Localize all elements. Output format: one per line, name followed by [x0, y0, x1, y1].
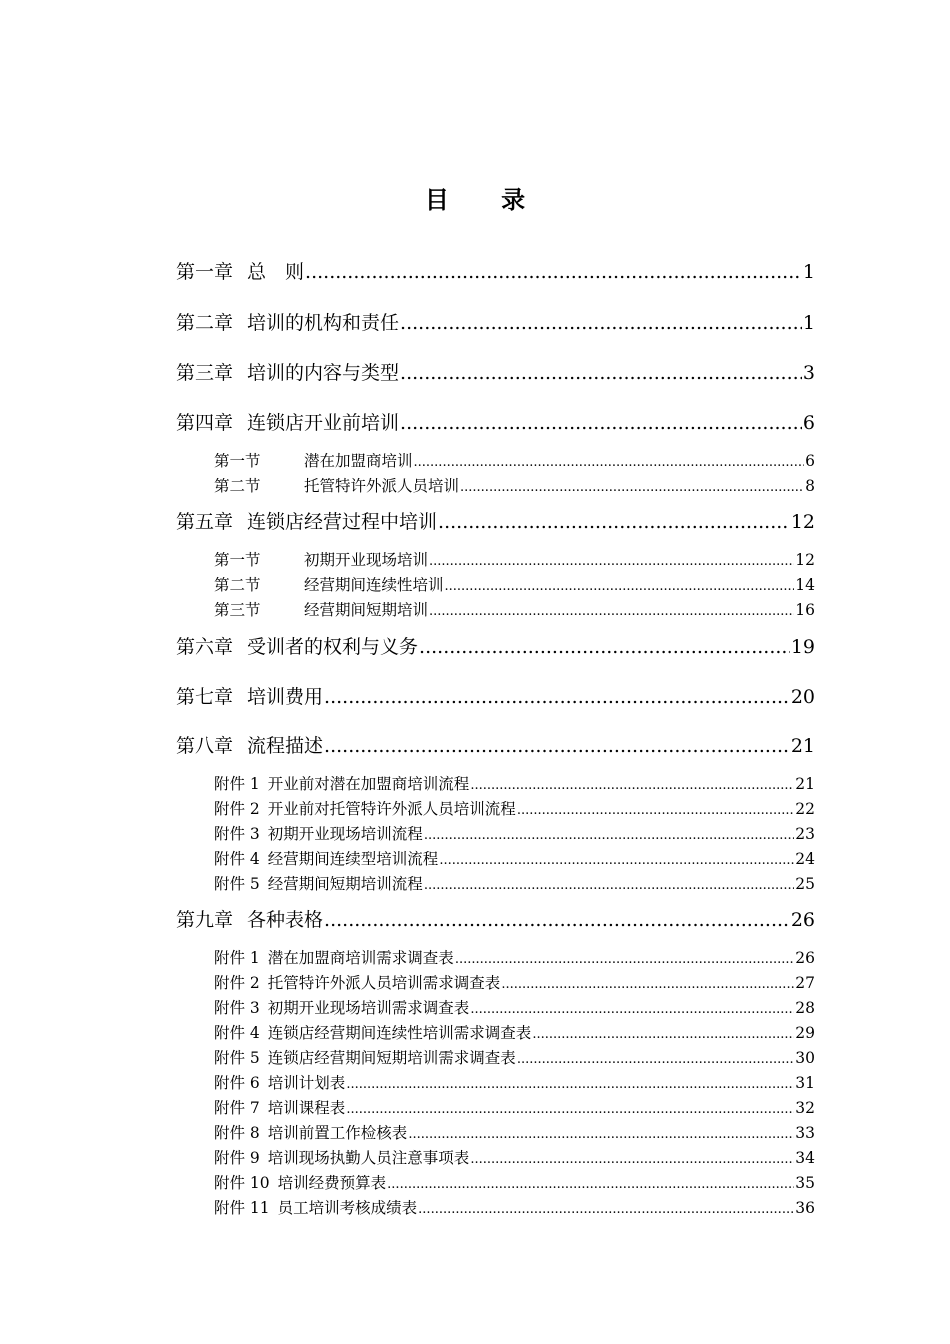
toc-entry-number: 第八章 — [176, 735, 234, 757]
toc-entry-label — [214, 1072, 345, 1094]
toc-dot-leader — [418, 1199, 794, 1221]
toc-entry-title: 初期开业现场培训 — [304, 551, 429, 569]
toc-entry-label — [176, 906, 323, 934]
toc-entry-number: 附件 1 — [214, 949, 260, 967]
toc-dot-leader — [414, 452, 805, 474]
toc-page-number: 25 — [795, 875, 815, 893]
toc-entry-number: 第七章 — [176, 686, 234, 708]
toc-entry-title: 托管特许外派人员培训 — [304, 477, 460, 495]
toc-entry-number: 第六章 — [176, 636, 234, 658]
toc-attachment-entry[interactable] — [214, 848, 815, 872]
toc-attachment-entry[interactable] — [214, 1172, 815, 1196]
toc-dot-leader — [324, 906, 790, 934]
toc-entry-title: 初期开业现场培训流程 — [267, 825, 423, 843]
toc-entry-title: 潜在加盟商培训需求调查表 — [267, 949, 454, 967]
toc-entry-number: 第四章 — [176, 412, 234, 434]
toc-entry-number: 附件 7 — [214, 1099, 260, 1117]
toc-dot-leader — [324, 683, 790, 711]
toc-entry-number: 附件 5 — [214, 1049, 260, 1067]
toc-entry-title: 培训经费预算表 — [277, 1174, 387, 1192]
toc-page-number: 31 — [795, 1074, 815, 1092]
toc-page-number: 26 — [795, 949, 815, 967]
toc-dot-leader — [429, 601, 794, 623]
toc-entry-label — [176, 508, 437, 536]
toc-page-number: 27 — [795, 974, 815, 992]
toc-page-number: 29 — [795, 1024, 815, 1042]
toc-entry-label — [214, 1047, 516, 1069]
toc-page-number: 1 — [802, 312, 815, 334]
toc-attachment-entry[interactable] — [214, 972, 815, 996]
toc-chapter-entry[interactable] — [176, 906, 815, 934]
toc-dot-leader — [445, 576, 795, 598]
toc-entry-number: 附件 4 — [214, 850, 260, 868]
toc-entry-label — [214, 574, 444, 596]
toc-entry-number: 附件 5 — [214, 875, 260, 893]
toc-entry-label — [214, 475, 459, 497]
toc-entry-label — [176, 359, 399, 387]
toc-dot-leader — [532, 1024, 794, 1046]
toc-dot-leader — [424, 825, 794, 847]
page-title: 目 录 — [424, 186, 548, 214]
toc-page-number: 19 — [790, 636, 815, 658]
toc-entry-number: 附件 10 — [214, 1174, 270, 1192]
toc-entry-title: 经营期间连续性培训 — [304, 576, 444, 594]
toc-page-number: 34 — [795, 1149, 815, 1167]
toc-section-entry[interactable] — [214, 475, 815, 499]
toc-page-number: 33 — [795, 1124, 815, 1142]
toc-entry-number: 第三章 — [176, 362, 234, 384]
toc-attachment-entry[interactable] — [214, 997, 815, 1021]
toc-dot-leader — [439, 850, 794, 872]
toc-dot-leader — [400, 309, 802, 337]
toc-entry-label — [214, 1197, 417, 1219]
toc-page-number: 22 — [795, 800, 815, 818]
toc-entry-label — [214, 798, 516, 820]
toc-page-number: 35 — [795, 1174, 815, 1192]
toc-entry-label — [214, 1122, 407, 1144]
toc-entry-number: 第一节 — [214, 452, 261, 470]
toc-entry-label — [214, 1172, 386, 1194]
toc-entry-title: 培训的内容与类型 — [247, 362, 400, 384]
toc-page-number: 30 — [795, 1049, 815, 1067]
toc-page-number: 24 — [795, 850, 815, 868]
toc-page-number: 32 — [795, 1099, 815, 1117]
toc-page-number: 21 — [790, 735, 815, 757]
toc-dot-leader — [400, 409, 802, 437]
toc-dot-leader — [429, 551, 794, 573]
toc-attachment-entry[interactable] — [214, 1097, 815, 1121]
toc-dot-leader — [501, 974, 794, 996]
toc-chapter-entry[interactable] — [176, 732, 815, 760]
toc-page-number: 12 — [790, 511, 815, 533]
toc-entry-title: 受训者的权利与义务 — [247, 636, 419, 658]
toc-entry-label — [176, 309, 399, 337]
toc-dot-leader — [438, 508, 790, 536]
toc-dot-leader — [346, 1099, 794, 1121]
toc-entry-title: 托管特许外派人员培训需求调查表 — [267, 974, 501, 992]
toc-entry-label — [214, 1097, 345, 1119]
toc-entry-number: 第一节 — [214, 551, 261, 569]
toc-dot-leader — [460, 477, 804, 499]
toc-entry-number: 第二节 — [214, 477, 261, 495]
toc-entry-title: 培训计划表 — [267, 1074, 346, 1092]
toc-entry-title: 各种表格 — [247, 909, 324, 931]
toc-entry-title: 员工培训考核成绩表 — [277, 1199, 418, 1217]
toc-dot-leader — [455, 949, 794, 971]
toc-entry-number: 附件 6 — [214, 1074, 260, 1092]
toc-dot-leader — [517, 800, 794, 822]
toc-entry-number: 第一章 — [176, 261, 234, 283]
toc-entry-title: 潜在加盟商培训 — [304, 452, 413, 470]
toc-dot-leader — [346, 1074, 794, 1096]
toc-chapter-entry[interactable] — [176, 359, 815, 387]
toc-entry-number: 第五章 — [176, 511, 234, 533]
toc-page-number: 6 — [802, 412, 815, 434]
toc-page-number: 26 — [790, 909, 815, 931]
toc-attachment-entry[interactable] — [214, 798, 815, 822]
toc-page-number: 1 — [802, 261, 815, 283]
toc-attachment-entry[interactable] — [214, 1047, 815, 1071]
toc-dot-leader — [408, 1124, 794, 1146]
toc-chapter-entry[interactable] — [176, 508, 815, 536]
toc-chapter-entry[interactable] — [176, 409, 815, 437]
toc-entry-label — [214, 599, 428, 621]
toc-entry-number: 附件 11 — [214, 1199, 270, 1217]
toc-section-entry[interactable] — [214, 574, 815, 598]
toc-entry-title: 连锁店经营过程中培训 — [247, 511, 438, 533]
toc-entry-title: 经营期间短期培训流程 — [267, 875, 423, 893]
toc-entry-title: 连锁店经营期间短期培训需求调查表 — [267, 1049, 516, 1067]
toc-entry-title: 经营期间连续型培训流程 — [267, 850, 439, 868]
toc-attachment-entry[interactable] — [214, 1122, 815, 1146]
toc-page-number: 28 — [795, 999, 815, 1017]
toc-dot-leader — [424, 875, 794, 897]
toc-entry-number: 附件 2 — [214, 974, 260, 992]
toc-entry-title: 培训费用 — [247, 686, 324, 708]
toc-entry-number: 第二节 — [214, 576, 261, 594]
toc-entry-number: 附件 9 — [214, 1149, 260, 1167]
toc-entry-title: 连锁店开业前培训 — [247, 412, 400, 434]
toc-entry-title: 培训的机构和责任 — [247, 312, 400, 334]
toc-page-number: 36 — [795, 1199, 815, 1217]
toc-entry-title: 培训课程表 — [267, 1099, 346, 1117]
toc-chapter-entry[interactable] — [176, 258, 815, 286]
toc-chapter-entry[interactable] — [176, 309, 815, 337]
toc-entry-label — [176, 258, 304, 286]
toc-entry-label — [214, 549, 428, 571]
toc-entry-label — [176, 683, 323, 711]
toc-entry-label — [214, 450, 413, 472]
toc-entry-label — [214, 947, 454, 969]
toc-entry-title: 初期开业现场培训需求调查表 — [267, 999, 470, 1017]
toc-section-entry[interactable] — [214, 549, 815, 573]
toc-page-number: 6 — [805, 452, 815, 470]
toc-page-number: 23 — [795, 825, 815, 843]
toc-page-number: 16 — [795, 601, 815, 619]
toc-entry-title: 经营期间短期培训 — [304, 601, 429, 619]
toc-entry-title: 开业前对托管特许外派人员培训流程 — [267, 800, 516, 818]
toc-entry-label — [176, 732, 323, 760]
toc-chapter-entry[interactable] — [176, 633, 815, 661]
toc-entry-number: 第九章 — [176, 909, 234, 931]
toc-dot-leader — [305, 258, 802, 286]
toc-attachment-entry[interactable] — [214, 773, 815, 797]
toc-entry-label — [214, 773, 469, 795]
toc-entry-title: 流程描述 — [247, 735, 324, 757]
toc-entry-title: 连锁店经营期间连续性培训需求调查表 — [267, 1024, 532, 1042]
toc-entry-label — [214, 1022, 531, 1044]
toc-entry-number: 附件 3 — [214, 825, 260, 843]
toc-entry-title: 开业前对潜在加盟商培训流程 — [267, 775, 470, 793]
toc-entry-label — [214, 848, 438, 870]
toc-page-number: 14 — [795, 576, 815, 594]
toc-page-number: 12 — [795, 551, 815, 569]
toc-entry-title: 总 则 — [247, 261, 305, 283]
toc-dot-leader — [400, 359, 802, 387]
toc-entry-number: 附件 2 — [214, 800, 260, 818]
toc-dot-leader — [419, 633, 790, 661]
toc-page-number: 3 — [802, 362, 815, 384]
toc-entry-number: 第三节 — [214, 601, 261, 619]
toc-entry-label — [176, 409, 399, 437]
toc-entry-label — [176, 633, 418, 661]
toc-entry-label — [214, 1147, 469, 1169]
toc-entry-title: 培训现场执勤人员注意事项表 — [267, 1149, 470, 1167]
toc-attachment-entry[interactable] — [214, 1022, 815, 1046]
toc-dot-leader — [324, 732, 790, 760]
toc-page-number: 8 — [805, 477, 815, 495]
toc-entry-number: 附件 8 — [214, 1124, 260, 1142]
toc-entry-title: 培训前置工作检核表 — [267, 1124, 408, 1142]
toc-page-number: 21 — [795, 775, 815, 793]
toc-entry-label — [214, 823, 423, 845]
toc-attachment-entry[interactable] — [214, 1147, 815, 1171]
toc-dot-leader — [470, 775, 794, 797]
toc-attachment-entry[interactable] — [214, 1197, 815, 1221]
toc-entry-label — [214, 873, 423, 895]
toc-entry-number: 附件 1 — [214, 775, 260, 793]
toc-entry-label — [214, 972, 500, 994]
toc-attachment-entry[interactable] — [214, 947, 815, 971]
toc-dot-leader — [387, 1174, 794, 1196]
toc-dot-leader — [470, 999, 794, 1021]
toc-section-entry[interactable] — [214, 450, 815, 474]
toc-chapter-entry[interactable] — [176, 683, 815, 711]
toc-section-entry[interactable] — [214, 599, 815, 623]
toc-entry-number: 附件 3 — [214, 999, 260, 1017]
toc-dot-leader — [517, 1049, 794, 1071]
toc-entry-number: 附件 4 — [214, 1024, 260, 1042]
toc-page-number: 20 — [790, 686, 815, 708]
toc-entry-label — [214, 997, 469, 1019]
toc-attachment-entry[interactable] — [214, 873, 815, 897]
toc-dot-leader — [470, 1149, 794, 1171]
toc-entry-number: 第二章 — [176, 312, 234, 334]
toc-attachment-entry[interactable] — [214, 823, 815, 847]
toc-attachment-entry[interactable] — [214, 1072, 815, 1096]
